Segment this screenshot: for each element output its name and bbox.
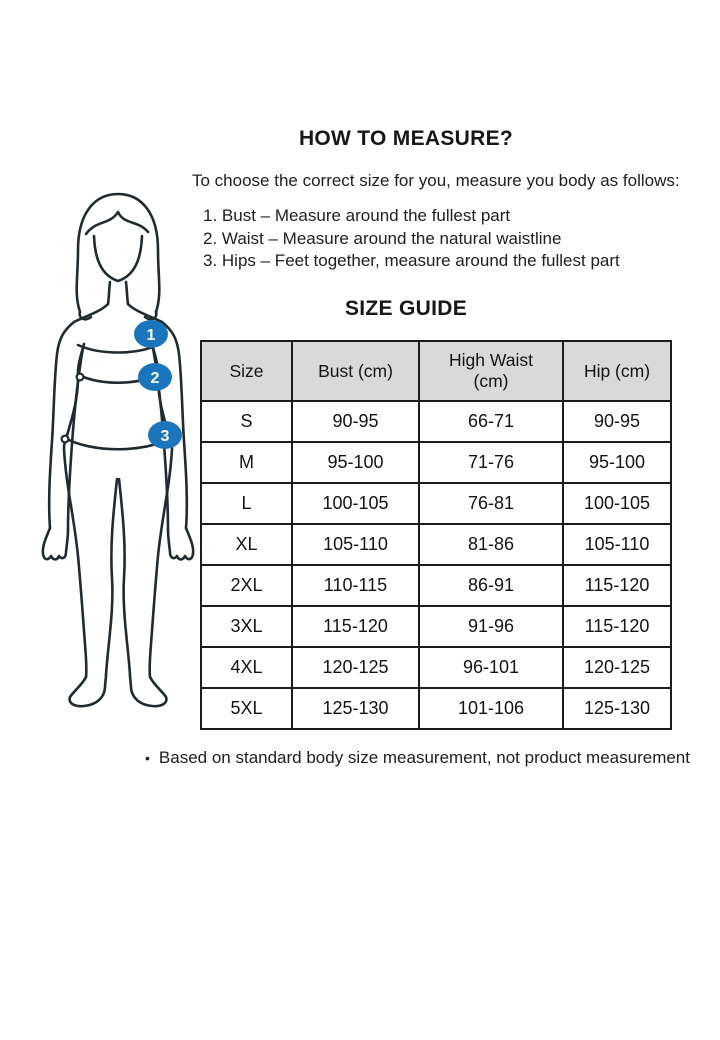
measure-step-bust: 1. Bust – Measure around the fullest part — [203, 206, 511, 225]
table-row — [201, 524, 671, 565]
header-hip: Hip (cm) — [563, 341, 671, 401]
table-cell: 3XL — [201, 606, 292, 647]
table-cell: 90-95 — [563, 401, 671, 442]
table-cell: 101-106 — [419, 688, 563, 729]
table-cell: 110-115 — [292, 565, 419, 606]
hip-marker — [148, 421, 182, 449]
table-cell: XL — [201, 524, 292, 565]
figure-outline — [43, 194, 193, 706]
table-cell: 91-96 — [419, 606, 563, 647]
table-cell: 105-110 — [563, 524, 671, 565]
hip-marker-number: 3 — [160, 428, 170, 445]
table-cell: 95-100 — [292, 442, 419, 483]
table-cell: 115-120 — [563, 606, 671, 647]
table-cell: 100-105 — [292, 483, 419, 524]
table-cell: 125-130 — [563, 688, 671, 729]
table-cell: 90-95 — [292, 401, 419, 442]
how-to-measure-title: HOW TO MEASURE? — [298, 127, 514, 150]
body-measurement-figure — [28, 186, 212, 708]
table-cell: 76-81 — [419, 483, 563, 524]
table-cell: M — [201, 442, 292, 483]
table-cell: 2XL — [201, 565, 292, 606]
figure-outline-illustration — [28, 186, 212, 708]
size-guide-title: SIZE GUIDE — [344, 297, 468, 320]
size-guide-table — [200, 340, 672, 730]
measure-steps-list — [203, 205, 620, 273]
footnote — [145, 748, 690, 769]
header-bust: Bust (cm) — [292, 341, 419, 401]
bust-marker-number: 1 — [146, 327, 156, 344]
table-cell: 100-105 — [563, 483, 671, 524]
measure-intro-text: To choose the correct size for you, measure you body as follows: — [192, 171, 680, 190]
table-cell: 105-110 — [292, 524, 419, 565]
hip-line-loop-left — [62, 436, 69, 443]
waist-line-loop-left — [77, 374, 84, 381]
table-row — [201, 565, 671, 606]
table-cell: 120-125 — [292, 647, 419, 688]
table-cell: 115-120 — [563, 565, 671, 606]
table-cell: 81-86 — [419, 524, 563, 565]
table-cell: L — [201, 483, 292, 524]
table-cell: 86-91 — [419, 565, 563, 606]
table-cell: 115-120 — [292, 606, 419, 647]
table-cell: 120-125 — [563, 647, 671, 688]
table-row — [201, 606, 671, 647]
measure-step-hips: 3. Hips – Feet together, measure around the fullest part — [203, 251, 620, 271]
footnote-text: Based on standard body size measurement, not product measurement — [158, 748, 690, 767]
bust-marker — [134, 320, 168, 348]
table-row — [201, 647, 671, 688]
table-row — [201, 401, 671, 442]
table-row — [201, 442, 671, 483]
table-cell: 71-76 — [419, 442, 563, 483]
table-cell: 95-100 — [563, 442, 671, 483]
table-cell: 66-71 — [419, 401, 563, 442]
table-cell: 4XL — [201, 647, 292, 688]
table-cell: 125-130 — [292, 688, 419, 729]
waist-marker-number: 2 — [150, 370, 160, 387]
table-cell: 96-101 — [419, 647, 563, 688]
header-size: Size — [201, 341, 292, 401]
header-high-waist: High Waist (cm) — [419, 341, 563, 401]
table-cell: S — [201, 401, 292, 442]
table-cell: 5XL — [201, 688, 292, 729]
measure-step-waist: 2. Waist – Measure around the natural waistline — [203, 228, 562, 248]
table-header-row — [201, 341, 671, 401]
table-row — [201, 483, 671, 524]
waist-marker — [138, 363, 172, 391]
table-row — [201, 688, 671, 729]
footnote-bullet-icon: • — [145, 750, 150, 766]
